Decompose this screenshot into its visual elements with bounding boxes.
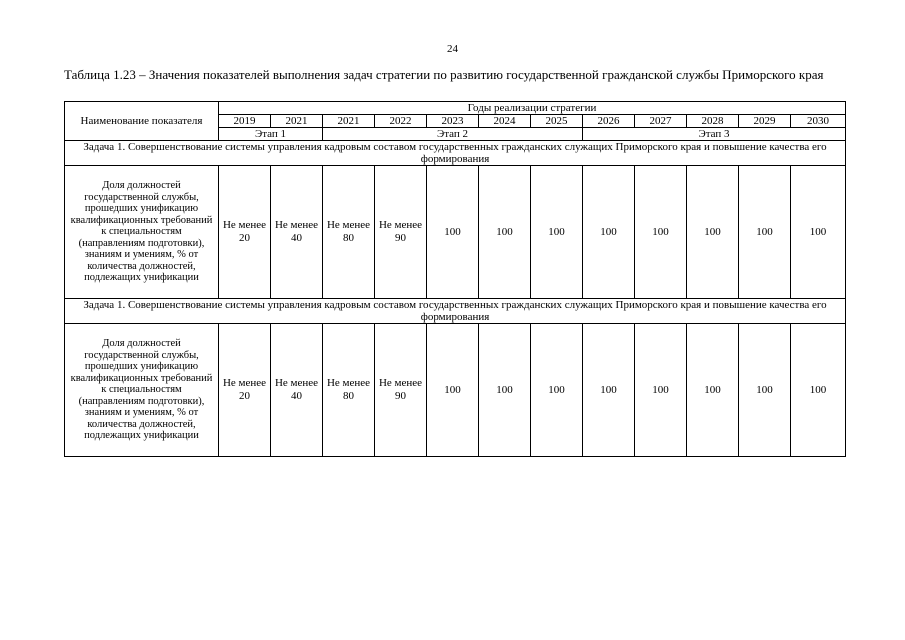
indicator-value: 100: [739, 166, 791, 299]
page-number: 24: [447, 43, 458, 55]
indicator-value: Не менее 90: [375, 166, 427, 299]
task-title: Задача 1. Совершенствование системы управления кадровым составом государственных гражданских служащих Приморского края и повышение качества его формирования: [65, 299, 846, 324]
indicator-value: 100: [531, 166, 583, 299]
indicator-value: 100: [583, 324, 635, 457]
indicator-value: 100: [427, 324, 479, 457]
indicator-value: Не менее 80: [323, 324, 375, 457]
task-title: Задача 1. Совершенствование системы управления кадровым составом государственных гражданских служащих Приморского края и повышение качества его формирования: [65, 141, 846, 166]
indicator-value: Не менее 40: [271, 324, 323, 457]
indicators-table: [64, 101, 846, 457]
year-header: 2021: [323, 115, 375, 128]
indicator-value: 100: [687, 166, 739, 299]
indicator-name: Доля должностей государственной службы, прошедших унификацию квалификационных требований к специальностям (направлениям подготовки), знаниям и умениям, % от количества должностей, подлежащих унификации: [65, 166, 219, 299]
year-header: 2021: [271, 115, 323, 128]
indicator-value: 100: [635, 166, 687, 299]
indicator-value: 100: [479, 324, 531, 457]
year-header: 2019: [219, 115, 271, 128]
year-header: 2023: [427, 115, 479, 128]
header-row-years-label: [65, 102, 846, 115]
indicator-value: Не менее 90: [375, 324, 427, 457]
indicator-value: Не менее 20: [219, 166, 271, 299]
year-header: 2029: [739, 115, 791, 128]
indicator-value: 100: [635, 324, 687, 457]
year-header: 2028: [687, 115, 739, 128]
indicator-value: 100: [531, 324, 583, 457]
stage-3-header: Этап 3: [583, 128, 846, 141]
task-row: [65, 299, 846, 324]
indicator-value: 100: [687, 324, 739, 457]
year-header: 2022: [375, 115, 427, 128]
indicator-value: 100: [427, 166, 479, 299]
year-header: 2025: [531, 115, 583, 128]
table-body: [65, 102, 846, 457]
task-row: [65, 141, 846, 166]
years-header: Годы реализации стратегии: [219, 102, 846, 115]
indicator-value: 100: [791, 324, 846, 457]
indicator-value: 100: [583, 166, 635, 299]
indicator-value: Не менее 40: [271, 166, 323, 299]
indicator-name-header: Наименование показателя: [65, 102, 219, 141]
indicator-value: Не менее 20: [219, 324, 271, 457]
table-caption: Таблица 1.23 – Значения показателей выполнения задач стратегии по развитию государственной гражданской службы Приморского края: [64, 67, 824, 82]
indicator-row: [65, 166, 846, 299]
indicator-name: Доля должностей государственной службы, прошедших унификацию квалификационных требований к специальностям (направлениям подготовки), знаниям и умениям, % от количества должностей, подлежащих унификации: [65, 324, 219, 457]
year-header: 2030: [791, 115, 846, 128]
indicator-value: 100: [479, 166, 531, 299]
indicator-value: 100: [791, 166, 846, 299]
year-header: 2027: [635, 115, 687, 128]
year-header: 2024: [479, 115, 531, 128]
indicator-value: 100: [739, 324, 791, 457]
stage-1-header: Этап 1: [219, 128, 323, 141]
stage-2-header: Этап 2: [323, 128, 583, 141]
indicator-row: [65, 324, 846, 457]
indicator-value: Не менее 80: [323, 166, 375, 299]
year-header: 2026: [583, 115, 635, 128]
